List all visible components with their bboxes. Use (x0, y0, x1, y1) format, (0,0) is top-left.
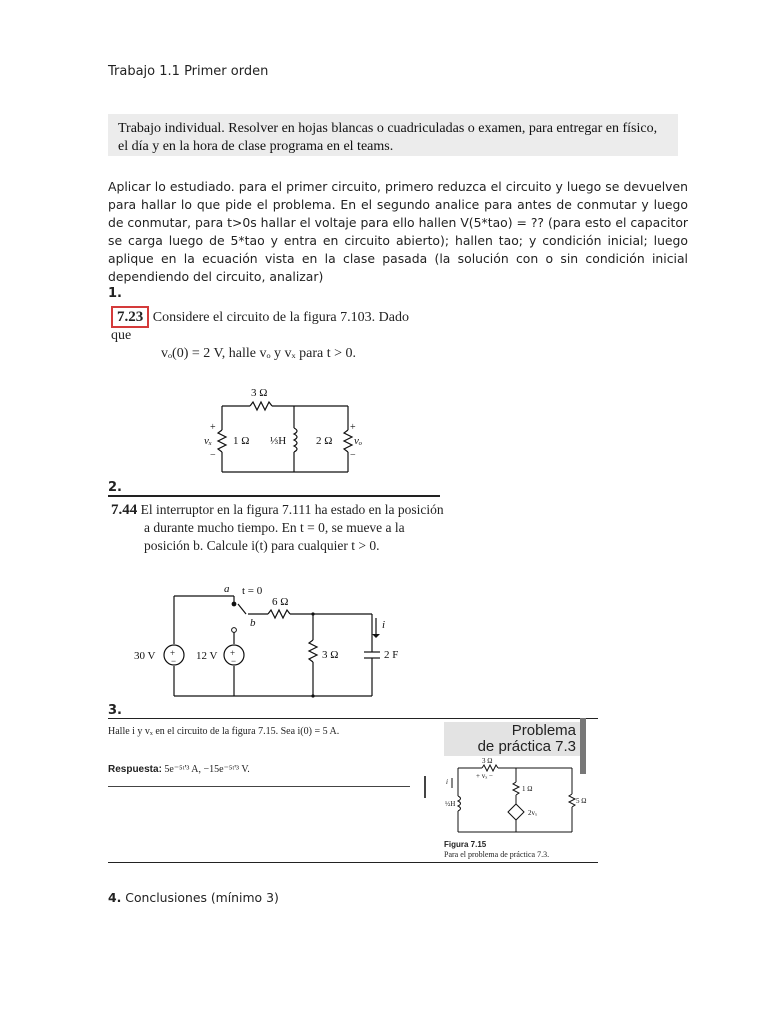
resistor-1ohm (513, 782, 519, 795)
conclusions-line (108, 890, 279, 905)
label-r-left: 1 Ω (233, 435, 250, 447)
notice-text: Trabajo individual. Resolver en hojas blancas o cuadriculadas o examen, para entregar en físico, el día y en la hora de clase programa en el teams. (118, 121, 658, 154)
problem-3-rule-top (108, 718, 598, 719)
inductor-symbol (294, 428, 297, 452)
label-r2: 3 Ω (322, 649, 339, 661)
resistor-6ohm (268, 610, 290, 618)
label-vx: + vₓ − (476, 772, 493, 780)
vo-minus: − (350, 450, 356, 461)
resistor-3ohm (250, 402, 272, 410)
circuit-2-diagram (108, 578, 448, 700)
inductor-symbol (458, 796, 461, 811)
resistor-2ohm (344, 430, 352, 452)
figure-caption: Para el problema de práctica 7.3. (444, 850, 550, 859)
problem-3-answer (108, 764, 250, 775)
problem-2-rule (108, 495, 440, 497)
label-switch-b: b (250, 617, 256, 629)
answer-value: 5e⁻⁵ᵗ'³ A, −15e⁻⁵ᵗ'³ V. (164, 764, 250, 775)
label-vo: vₒ (354, 435, 363, 447)
problem-2-statement (111, 501, 451, 555)
problem-2-line1: El interruptor en la figura 7.111 ha estado en la posición (140, 502, 444, 517)
label-switch-a: a (224, 583, 230, 595)
label-inductor: ½H (445, 800, 456, 808)
resistor-5ohm (569, 794, 575, 807)
source-30v-minus: − (171, 656, 177, 666)
label-r-mid: 2 Ω (316, 435, 333, 447)
problem-1-statement (111, 308, 411, 363)
label-r-top: 3 Ω (482, 757, 493, 765)
label-current: i (446, 778, 448, 786)
problem-2-line3: posición b. Calcule i(t) para cualquier t > 0. (144, 538, 380, 553)
problem-1-line1: Considere el circuito de la figura 7.103. Dado que (111, 310, 409, 343)
problem-1-line2: vₒ(0) = 2 V, halle vₒ y vₓ para t > 0. (161, 346, 356, 361)
label-r1: 6 Ω (272, 596, 289, 608)
problem-1-label: 1. (108, 286, 122, 301)
problem-2-number: 7.44 (111, 502, 138, 518)
vo-plus: + (350, 422, 356, 433)
answer-label: Respuesta: (108, 764, 162, 775)
source-12v-plus: + (230, 648, 236, 658)
conclusions-text: Conclusiones (mínimo 3) (125, 890, 279, 905)
resistor-3ohm (482, 765, 498, 771)
label-dep-source: 2vₓ (528, 809, 538, 817)
circuit-3-diagram (444, 756, 604, 840)
answer-line (108, 786, 410, 787)
notice-box (108, 114, 678, 156)
source-30v-plus: + (170, 648, 176, 658)
problem-2-line2: a durante mucho tiempo. En t = 0, se mueve a la (144, 520, 405, 535)
label-30v: 30 V (134, 650, 156, 662)
practice-title-line1: Problema (511, 722, 576, 739)
label-vx: vₓ (204, 435, 213, 447)
practice-title-box (444, 722, 580, 756)
problem-3-rule-bottom (108, 862, 598, 863)
label-switch-t: t = 0 (242, 585, 263, 597)
resistor-1ohm (218, 430, 226, 452)
label-inductor: ⅓H (270, 435, 287, 447)
label-current: i (382, 619, 386, 631)
page-title: Trabajo 1.1 Primer orden (108, 64, 269, 79)
label-cap: 2 F (384, 649, 399, 661)
resistor-3ohm (309, 640, 317, 662)
problem-2-label: 2. (108, 480, 122, 495)
label-12v: 12 V (196, 650, 218, 662)
vx-minus: − (210, 450, 216, 461)
practice-title-line2: de práctica 7.3 (477, 738, 576, 755)
label-r-right: 5 Ω (576, 797, 587, 805)
problem-3-statement: Halle i y vₓ en el circuito de la figura 7.15. Sea i(0) = 5 A. (108, 726, 340, 737)
label-r-mid: 1 Ω (522, 785, 533, 793)
conclusions-label: 4. (108, 890, 122, 905)
source-12v-minus: − (231, 656, 237, 666)
problem-3-label: 3. (108, 703, 122, 718)
answer-marker (424, 776, 426, 798)
instructions-paragraph: Aplicar lo estudiado. para el primer circuito, primero reduzca el circuito y luego se devuelven para hallar lo que pide el problema. En el segundo analice para antes de conmutar y luego de conmutar, para t>0s hallar el voltaje para ello hallen V(5*tao) = ?? (para esto el capacitor se carga luego de 5*tao y entra en circuito abierto); hallen tao; y condición inicial; luego aplique en la ecuación vista en la clase pasada (la solución con o sin condición inicial dependiendo del circuito, analizar) (108, 179, 688, 284)
figure-label: Figura 7.15 (444, 840, 487, 849)
switch-blade (238, 604, 246, 614)
label-r-top: 3 Ω (251, 387, 268, 399)
circuit-1-diagram (108, 378, 418, 478)
dependent-source (508, 804, 524, 820)
vx-plus: + (210, 422, 216, 433)
problem-1-number: 7.23 (111, 306, 149, 328)
